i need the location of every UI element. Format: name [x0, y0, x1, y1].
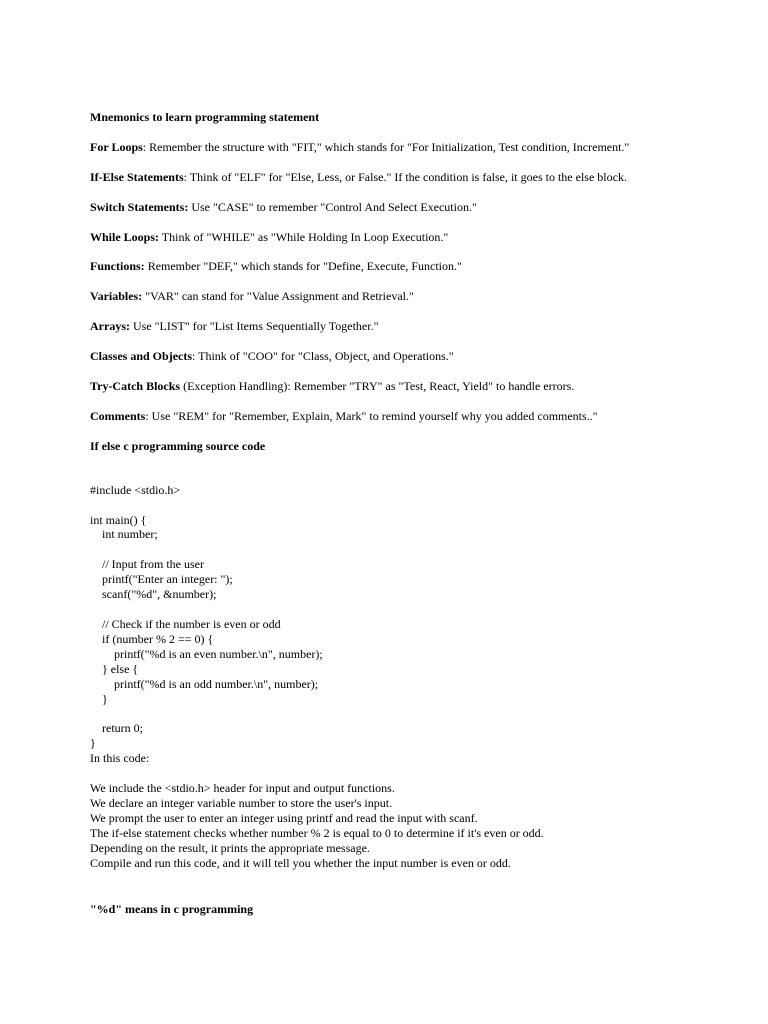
mnemonic-term: Functions: — [90, 259, 145, 273]
explanation-line: Depending on the result, it prints the appropriate message. — [90, 841, 370, 855]
code-line: int main() { — [90, 513, 147, 527]
mnemonic-functions — [90, 259, 462, 274]
code-heading: If else c programming source code — [90, 439, 266, 453]
code-line: printf("%d is an even number.\n", number); — [90, 647, 323, 661]
mnemonic-term: Variables: — [90, 289, 143, 303]
code-line: return 0; — [90, 721, 143, 735]
mnemonic-switch — [90, 200, 477, 215]
mnemonic-classes — [90, 349, 454, 364]
mnemonic-if-else — [90, 170, 627, 185]
explanation-line: We declare an integer variable number to store the user's input. — [90, 796, 393, 810]
code-line: int number; — [90, 527, 158, 541]
code-line: #include <stdio.h> — [90, 483, 181, 497]
final-heading: "%d" means in c programming — [90, 902, 254, 916]
mnemonic-try-catch — [90, 379, 574, 394]
explanation-line: We prompt the user to enter an integer using printf and read the input with scanf. — [90, 811, 478, 825]
mnemonic-text: : Use "REM" for "Remember, Explain, Mark" to remind yourself why you added comments.." — [145, 409, 598, 423]
mnemonic-text: Use "CASE" to remember "Control And Select Execution." — [188, 200, 477, 214]
mnemonic-for-loops — [90, 140, 629, 155]
mnemonic-term: For Loops — [90, 140, 143, 154]
code-line: } — [90, 692, 108, 706]
explanation-line: We include the <stdio.h> header for input and output functions. — [90, 781, 395, 795]
code-line: scanf("%d", &number); — [90, 587, 217, 601]
mnemonic-term: Arrays: — [90, 319, 130, 333]
mnemonic-text: : Think of "ELF" for "Else, Less, or False." If the condition is false, it goes to the else block. — [183, 170, 627, 184]
mnemonic-text: : Remember the structure with "FIT," which stands for "For Initialization, Test condition, Increment." — [142, 140, 630, 154]
code-line: printf("%d is an odd number.\n", number); — [90, 677, 319, 691]
mnemonic-while — [90, 230, 448, 245]
mnemonic-variables — [90, 289, 414, 304]
mnemonic-arrays — [90, 319, 378, 334]
mnemonic-text: : Think of "COO" for "Class, Object, and Operations." — [192, 349, 454, 363]
code-line: if (number % 2 == 0) { — [90, 632, 214, 646]
code-line: printf("Enter an integer: "); — [90, 572, 233, 586]
mnemonic-text: Remember "DEF," which stands for "Define, Execute, Function." — [144, 259, 462, 273]
mnemonic-text: Think of "WHILE" as "While Holding In Loop Execution." — [159, 230, 449, 244]
mnemonic-term: If-Else Statements — [90, 170, 184, 184]
code-line: } else { — [90, 662, 139, 676]
page-title: Mnemonics to learn programming statement — [90, 110, 320, 124]
code-line: // Check if the number is even or odd — [90, 617, 281, 631]
mnemonic-text: Use "LIST" for "List Items Sequentially Together." — [129, 319, 379, 333]
explanation-line: Compile and run this code, and it will tell you whether the input number is even or odd. — [90, 856, 511, 870]
explanation-line: The if-else statement checks whether number % 2 is equal to 0 to determine if it's even or odd. — [90, 826, 544, 840]
code-line: In this code: — [90, 751, 150, 765]
mnemonic-comments — [90, 409, 598, 424]
mnemonic-term: Classes and Objects — [90, 349, 193, 363]
mnemonic-term: Switch Statements: — [90, 200, 189, 214]
mnemonic-term: Try-Catch Blocks — [90, 379, 181, 393]
mnemonic-text: "VAR" can stand for "Value Assignment and Retrieval." — [142, 289, 414, 303]
mnemonic-text: (Exception Handling): Remember "TRY" as "Test, React, Yield" to handle errors. — [180, 379, 575, 393]
mnemonic-term: While Loops: — [90, 230, 160, 244]
code-line: } — [90, 736, 96, 750]
mnemonic-term: Comments — [90, 409, 146, 423]
code-line: // Input from the user — [90, 557, 204, 571]
